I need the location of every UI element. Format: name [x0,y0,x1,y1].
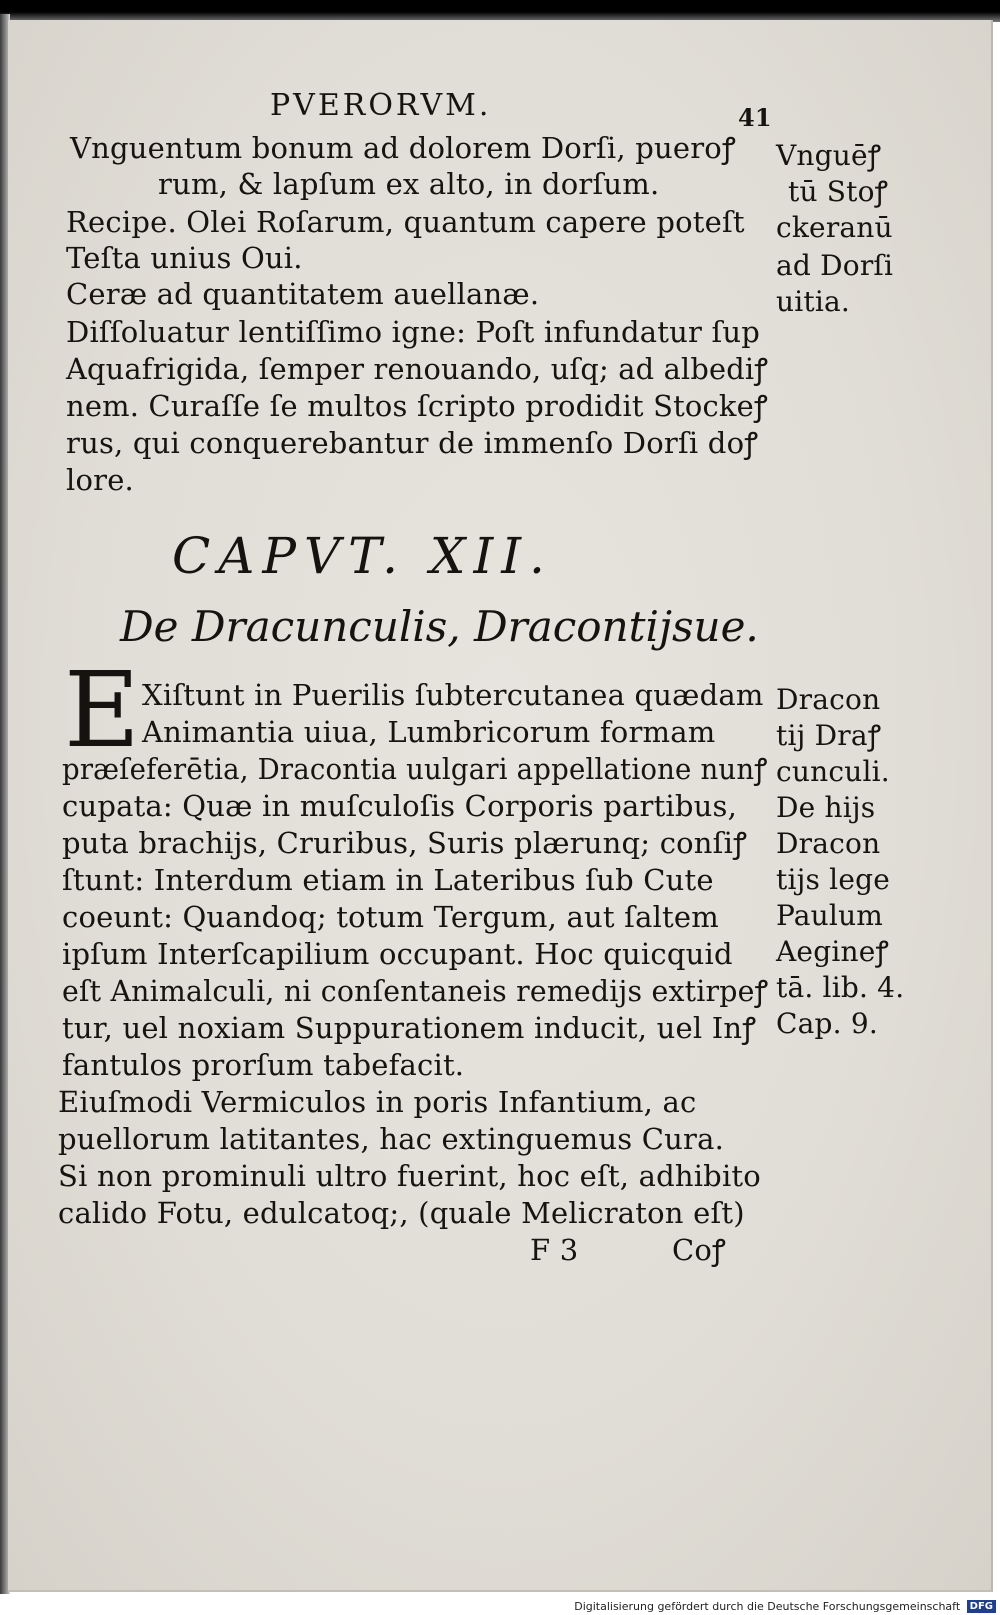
margin-note-line: tā. lib. 4. [776,971,905,1004]
text-line: puta brachijs, Cruribus, Suris plærunq; conſiꝭ [62,826,748,860]
text-line: rum, & lapſum ex alto, in dorſum. [158,167,660,201]
text-line: ſtunt: Interdum etiam in Lateribus ſub Cute [62,863,714,897]
margin-note-line: Paulum [776,899,884,932]
text-line: eſt Animalculi, ni conſentaneis remedijs extirpeꝭ [62,974,769,1008]
margin-note-line: cunculi. [776,755,890,788]
text-line: coeunt: Quandoq; totum Tergum, aut ſaltem [62,900,719,934]
text-line: puellorum latitantes, hac extinguemus Cura. [58,1122,724,1156]
margin-note-line: tijs lege [776,863,890,896]
margin-note-line: uitia. [776,285,850,318]
page-number: 41 [738,103,772,132]
text-line: præſeferētia, Dracontia uulgari appellatione nunꝭ [62,752,768,786]
text-line: Animantia uiua, Lumbricorum formam [142,715,716,749]
margin-note-line: tū Stoꝭ [788,175,889,208]
margin-note-line: ad Dorſi [776,249,894,282]
text-line: calido Fotu, edulcatoq;, (quale Melicraton eſt) [58,1196,745,1230]
text-line: fantulos prorſum tabefacit. [62,1048,465,1082]
text-line: tur, uel noxiam Suppurationem inducit, uel Inꝭ [62,1011,757,1045]
margin-note-line: Dracon [776,683,881,716]
margin-note-line: tij Draꝭ [776,719,882,752]
drop-initial: E [64,649,140,771]
margin-note-line: Vnguēꝭ [776,139,882,172]
text-line: Si non prominuli ultro fuerint, hoc eſt, adhibito [58,1159,761,1193]
margin-note-line: Dracon [776,827,881,860]
running-title: PVERORVM. [270,88,492,123]
text-line: ipſum Interſcapilium occupant. Hoc quicquid [62,937,733,971]
scan-top-edge [0,0,1000,22]
text-line: Eiuſmodi Vermiculos in poris Infantium, ac [58,1085,697,1119]
book-page [8,20,993,1592]
text-line: lore. [66,463,134,497]
catchword: Coꝭ [672,1233,726,1267]
text-line: nem. Curaſſe ſe multos ſcripto prodidit Stockeꝭ [66,389,768,423]
digitization-credit [574,1600,996,1614]
margin-note-line: Cap. 9. [776,1007,878,1040]
text-line: Xiſtunt in Puerilis ſubtercutanea quædam [142,678,764,712]
text-line: rus, qui conquerebantur de immenſo Dorſi doꝭ [66,426,759,460]
margin-note-line: Aegineꝭ [776,935,889,968]
margin-note-line: ckeranū [776,211,893,244]
text-line: Aquafrigida, ſemper renouando, uſq; ad albediꝭ [66,352,769,386]
text-line: Diſſoluatur lentiſſimo igne: Poſt infundatur ſup [66,315,761,349]
text-line: cupata: Quæ in muſculoſis Corporis partibus, [62,789,738,823]
signature-mark: F 3 [530,1233,579,1267]
text-line: Ceræ ad quantitatem auellanæ. [66,277,540,311]
text-line: Teſta unius Oui. [66,241,303,275]
text-line: Vnguentum bonum ad dolorem Dorſi, pueroꝭ [70,131,736,165]
margin-note-line: De hijs [776,791,876,824]
chapter-heading: CAPVT. XII. [172,527,553,585]
text-line: Recipe. Olei Roſarum, quantum capere poteſt [66,205,745,239]
credit-text: Digitalisierung gefördert durch die Deutsche Forschungsgemeinschaft [574,1599,961,1613]
dfg-logo-icon: DFG [967,1600,996,1613]
chapter-subtitle: De Dracunculis, Dracontijsue. [120,602,759,651]
